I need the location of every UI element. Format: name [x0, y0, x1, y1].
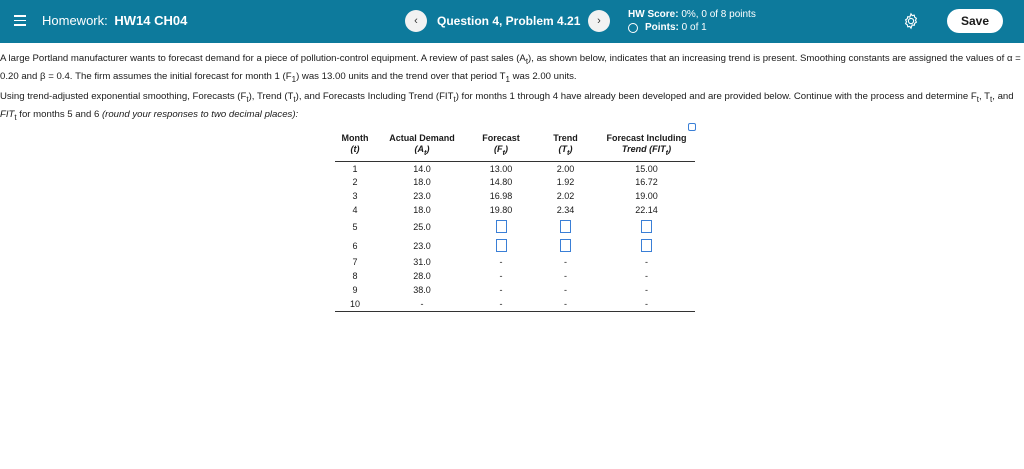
fit-cell: - [645, 285, 648, 296]
homework-title [42, 13, 187, 28]
p2-text-7: FIT [0, 108, 15, 120]
trend-cell: 2.00 [556, 163, 575, 174]
table-row [335, 175, 695, 189]
month-cell: 7 [352, 257, 358, 268]
p2-text-1: Using trend-adjusted exponential smoothing, Forecasts (F [0, 91, 247, 102]
p2-text-6: , and [992, 91, 1014, 102]
p1-text-1: A large Portland manufacturer wants to forecast demand for a piece of pollution-control equipment. A review of past sales (A [0, 53, 526, 64]
table-row [335, 283, 695, 297]
month-cell: 2 [352, 177, 358, 188]
hw-score [628, 8, 756, 21]
actual-demand-cell: 18.0 [413, 177, 431, 188]
forecast-cell: 16.98 [489, 191, 513, 202]
col-header-actual-demand: Actual Demand $(A_t)$ [375, 131, 469, 161]
next-question-button[interactable] [588, 10, 610, 32]
table-header-row [335, 131, 695, 161]
month-cell: 10 [335, 297, 375, 311]
table-row [335, 161, 695, 175]
month-cell: 3 [352, 191, 358, 202]
trend-cell: - [564, 285, 567, 296]
trend-cell [533, 236, 598, 255]
fit-answer-input-month-6[interactable] [641, 239, 652, 252]
forecast-cell: - [499, 285, 503, 296]
col-header-month: Month (t) [335, 131, 375, 161]
fit-cell: - [645, 271, 648, 282]
actual-demand-cell: 23.0 [413, 240, 431, 251]
month-cell: 1 [352, 163, 358, 174]
p2-text-3: ), and Forecasts Including Trend (FIT [295, 91, 454, 102]
points [628, 21, 756, 34]
p1-text-3: 0.20 and β = 0.4. The firm assumes the initial forecast for month 1 (F [0, 70, 292, 82]
homework-name: HW14 CH04 [114, 13, 188, 28]
data-table [335, 131, 695, 312]
copy-table-icon[interactable] [688, 123, 696, 131]
table-row [335, 255, 695, 269]
month-cell: 6 [352, 240, 358, 251]
trend-cell [533, 217, 598, 236]
chevron-right-icon: › [597, 15, 601, 27]
table-row [335, 297, 695, 311]
col-header-forecast: Forecast $(F_t)$ [469, 131, 533, 161]
forecast-answer-input-month-6[interactable] [496, 239, 507, 252]
homework-label: Homework: [42, 13, 108, 28]
forecast-cell: 13.00 [489, 163, 513, 174]
forecast-cell: 19.80 [489, 205, 513, 216]
forecast-cell [469, 217, 533, 236]
trend-answer-input-month-5[interactable] [560, 220, 571, 233]
fit-cell [598, 217, 695, 236]
problem-paragraph-2: Using trend-adjusted exponential smoothing, Forecasts $(F_t)$, Trend $(T_t)$, and Forecasts Including Trend $(FIT_t)$ for months 1 through 4 have already been developed and are provided below. Continue with the process and determine $F_t$, $T_t$, and $FIT_t$ for months 5 and 6 (round your responses to two decimal places): [0, 91, 1014, 122]
fit-cell: 19.00 [635, 191, 658, 202]
forecast-cell: - [499, 257, 503, 268]
forecast-answer-input-month-5[interactable] [496, 220, 507, 233]
forecast-cell [469, 236, 533, 255]
top-bar [0, 0, 1024, 43]
problem-paragraph-1: A large Portland manufacturer wants to forecast demand for a piece of pollution-control equipment. A review of past sales $(A_t)$, as shown below, indicates that an increasing trend is present. Smoothing constants are assigned the values of α = 0.20 and β = 0.4. The firm assumes the initial forecast for month 1 $(F_1)$ was 13.00 units and the trend over that period $T_1$ was 2.00 units. [0, 53, 1021, 84]
table-row [335, 236, 695, 255]
fit-cell: - [598, 297, 695, 311]
p2-text-2: ), Trend (T [248, 91, 294, 102]
trend-answer-input-month-6[interactable] [560, 239, 571, 252]
actual-demand-cell: 23.0 [413, 191, 431, 202]
hw-score-label: HW Score: [628, 9, 679, 20]
save-button[interactable]: Save [947, 9, 1003, 33]
gear-icon[interactable] [902, 12, 920, 30]
previous-question-button[interactable] [405, 10, 427, 32]
actual-demand-cell: 18.0 [413, 205, 431, 216]
fit-cell: 15.00 [635, 163, 658, 174]
forecast-cell: - [469, 297, 533, 311]
trend-cell: - [564, 257, 567, 268]
fit-cell: 16.72 [635, 177, 658, 188]
fit-cell: 22.14 [635, 205, 658, 216]
trend-cell: 2.02 [556, 191, 575, 202]
month-cell: 5 [352, 221, 358, 232]
chevron-left-icon: ‹ [414, 15, 418, 27]
month-cell: 9 [352, 285, 358, 296]
p1-text-4: ) was 13.00 units and the trend over that period T [296, 70, 506, 82]
p1-text-5: was 2.00 units. [509, 70, 577, 82]
col-header-trend: Trend $(T_t)$ [533, 131, 598, 161]
table-row [335, 189, 695, 203]
month-cell: 4 [352, 205, 358, 216]
actual-demand-cell: 14.0 [413, 163, 431, 174]
p2-text-8: for months 5 and 6 [16, 108, 102, 120]
table-row [335, 269, 695, 283]
p2-text-5: , T [978, 91, 991, 102]
trend-cell: 1.92 [556, 177, 575, 188]
trend-cell: - [533, 297, 598, 311]
table-row [335, 203, 695, 217]
fit-cell [598, 236, 695, 255]
actual-demand-cell: 25.0 [413, 221, 431, 232]
fit-answer-input-month-5[interactable] [641, 220, 652, 233]
question-title: Question 4, Problem 4.21 [437, 14, 581, 28]
points-value: 0 of 1 [681, 22, 707, 33]
trend-cell: - [564, 271, 567, 282]
trend-cell: 2.34 [556, 205, 575, 216]
p1-text-2: ), as shown below, indicates that an increasing trend is present. Smoothing constants are assigned the values of α = [528, 53, 1021, 64]
status-circle-icon [628, 23, 638, 33]
menu-icon[interactable] [14, 12, 26, 28]
month-cell: 8 [352, 271, 358, 282]
score-block [628, 8, 756, 34]
p2-instruction: (round your responses to two decimal places): [101, 108, 299, 120]
col-header-fit: Forecast Including Trend $(FIT_t)$ [598, 131, 695, 161]
p2-text-4: ) for months 1 through 4 have already been developed and are provided below. Continue with the process and determine F [455, 91, 977, 102]
actual-demand-cell: 28.0 [413, 271, 431, 282]
actual-demand-cell: 38.0 [413, 285, 431, 296]
forecast-cell: - [499, 271, 503, 282]
actual-demand-cell: - [375, 297, 469, 311]
fit-cell: - [645, 257, 648, 268]
forecast-cell: 14.80 [489, 177, 513, 188]
table-row [335, 217, 695, 236]
points-label: Points: [645, 22, 679, 33]
actual-demand-cell: 31.0 [413, 257, 431, 268]
hw-score-value: 0%, 0 of 8 points [681, 9, 756, 20]
